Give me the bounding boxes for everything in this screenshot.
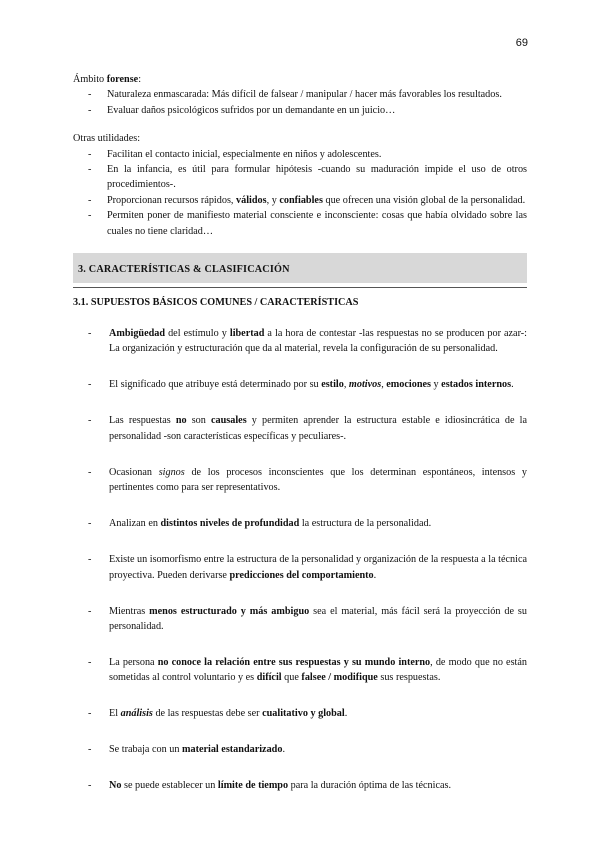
list-item: - Facilitan el contacto inicial, especialmente en niños y adolescentes. bbox=[73, 147, 527, 162]
list-item: - Existe un isomorfismo entre la estructura de la personalidad y organización de la respuesta a la técnica proyectiva. Pueden derivarse predicciones del comportamiento. bbox=[73, 552, 527, 583]
list-item: - Ocasionan signos de los procesos inconscientes que los determinan espontáneos, intensos y pertinentes como para ser representativos. bbox=[73, 465, 527, 496]
forense-heading: Ámbito forense: bbox=[73, 74, 142, 85]
list-item: - Naturaleza enmascarada: Más difícil de falsear / manipular / hacer más favorables los resultados. bbox=[73, 87, 527, 102]
characteristics-list bbox=[73, 326, 527, 794]
list-item: - La persona no conoce la relación entre sus respuestas y su mundo interno, de modo que no están sometidas al control voluntario y es difícil que falsee / modifique sus respuestas. bbox=[73, 655, 527, 686]
list-item: - En la infancia, es útil para formular hipótesis -cuando su maduración impide el uso de otros procedimientos-. bbox=[73, 162, 527, 193]
list-item: - Se trabaja con un material estandarizado. bbox=[73, 742, 527, 757]
list-item: - Analizan en distintos niveles de profundidad la estructura de la personalidad. bbox=[73, 516, 527, 531]
section-heading: 3. CARACTERÍSTICAS & CLASIFICACIÓN bbox=[73, 253, 527, 283]
list-item: - Mientras menos estructurado y más ambiguo sea el material, más fácil será la proyección de su personalidad. bbox=[73, 604, 527, 635]
list-item: - El significado que atribuye está determinado por su estilo, motivos, emociones y estados internos. bbox=[73, 377, 527, 392]
list-item: - Las respuestas no son causales y permiten aprender la estructura estable e idiosincrática de la personalidad -son características específicas y peculiares-. bbox=[73, 413, 527, 444]
list-item: - Ambigüedad del estímulo y libertad a la hora de contestar -las respuestas no se producen por azar-: La organización y estructuración que da al material, revela la configuración de su personalidad. bbox=[73, 326, 527, 357]
list-item: - Proporcionan recursos rápidos, válidos, y confiables que ofrecen una visión global de la personalidad. bbox=[73, 193, 527, 208]
forense-list bbox=[73, 87, 527, 118]
subsection-heading: 3.1. SUPUESTOS BÁSICOS COMUNES / CARACTERÍSTICAS bbox=[73, 297, 359, 309]
section-divider bbox=[73, 287, 527, 288]
list-item: - Permiten poner de manifiesto material consciente e inconsciente: cosas que había olvidado sobre las cuales no tiene claridad… bbox=[73, 208, 527, 239]
otras-list bbox=[73, 147, 527, 239]
list-item: - Evaluar daños psicológicos sufridos por un demandante en un juicio… bbox=[73, 103, 527, 118]
document-body bbox=[73, 72, 527, 814]
list-item: - No se puede establecer un límite de tiempo para la duración óptima de las técnicas. bbox=[73, 778, 527, 793]
otras-heading: Otras utilidades: bbox=[73, 133, 141, 145]
page-number: 69 bbox=[515, 37, 528, 49]
list-item: - El análisis de las respuestas debe ser cualitativo y global. bbox=[73, 706, 527, 721]
